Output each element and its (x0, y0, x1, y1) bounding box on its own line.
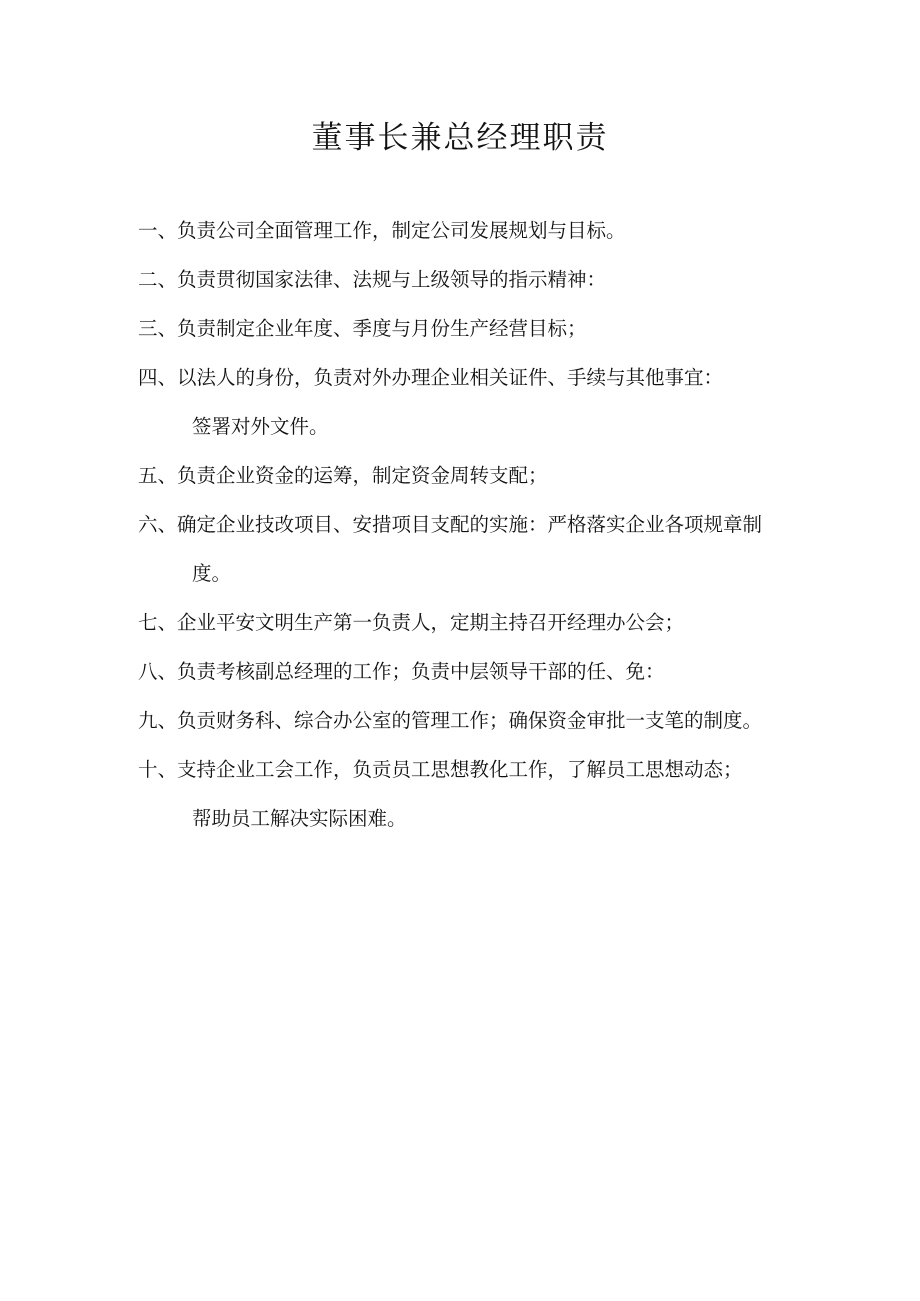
duties-list (138, 206, 798, 843)
duty-line-6: 六、确定企业技改项目、安措项目支配的实施：严格落实企业各项规章制 (138, 513, 763, 536)
duty-line-7: 七、企业平安文明生产第一负责人，定期主持召开经理办公会； (138, 611, 685, 634)
duty-line-6-continued: 度。 (192, 562, 232, 585)
duty-line-10-continued: 帮助员工解决实际困难。 (192, 807, 407, 830)
document-title: 董事长兼总经理职责 (311, 120, 609, 156)
duty-line-4-continued: 签署对外文件。 (192, 415, 329, 438)
duty-line-9: 九、负贡财务科、综合办公室的管理工作；确保资金审批一支笔的制度。 (138, 709, 763, 732)
duty-line-1: 一、负责公司全面管理工作，制定公司发展规划与目标。 (138, 219, 626, 242)
duty-line-10: 十、支持企业工会工作，负贡员工思想教化工作，了解员工思想动态； (138, 758, 743, 781)
duty-line-3: 三、负责制定企业年度、季度与月份生产经营目标； (138, 317, 587, 340)
duty-line-4: 四、以法人的身份，负责对外办理企业相关证件、手续与其他事宜： (138, 366, 724, 389)
duty-line-8: 八、负责考核副总经理的工作；负责中层领导干部的任、免： (138, 660, 665, 683)
duty-line-2: 二、负责贯彻国家法律、法规与上级领导的指示精神： (138, 268, 607, 291)
duty-line-5: 五、负责企业资金的运筹，制定资金周转支配； (138, 464, 548, 487)
